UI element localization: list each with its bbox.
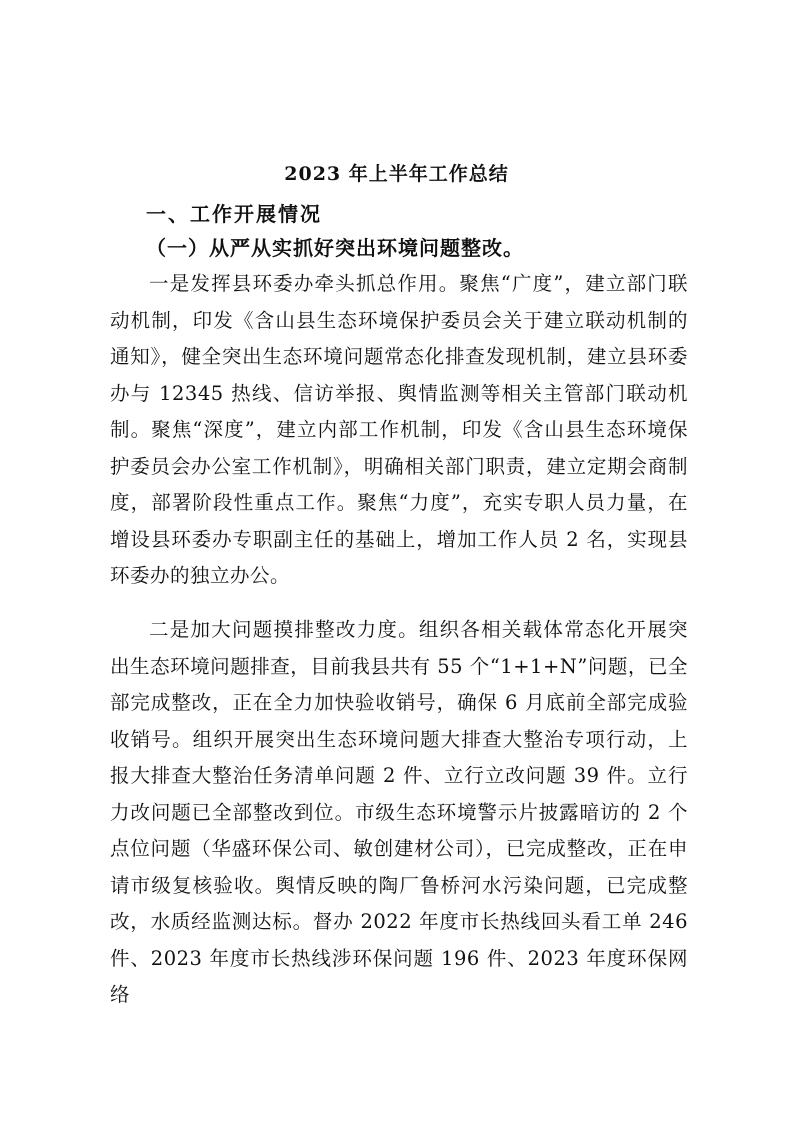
document-title: 2023 年上半年工作总结 <box>284 163 509 185</box>
section-heading: 一、工作开展情况 <box>146 202 322 226</box>
subsection-heading: （一）从严从实抓好突出环境问题整改。 <box>146 236 524 260</box>
body-paragraph-1: 一是发挥县环委办牵头抓总作用。聚焦“广度”，建立部门联动机制，印发《含山县生态环境保护委员会关于建立联动机制的通知》，健全突出生态环境问题常态化排查发现机制，建立县环委办与 12345 热线、信访举报、舆情监测等相关主管部门联动机制。聚焦“深度”，建立内部工作机制，印发《含山县生态环境保护委员会办公室工作机制》，明确相关部门职责，建立定期会商制度，部署阶段性重点工作。聚焦“力度”，充实专职人员力量，在增设县环委办专职副主任的基础上，增加工作人员 2 名，实现县环委办的独立办公。 <box>110 272 688 587</box>
body-paragraph-2: 二是加大问题摸排整改力度。组织各相关载体常态化开展突出生态环境问题排查，目前我县共有 55 个“1+1+N”问题，已全部完成整改，正在全力加快验收销号，确保 6 月底前全部完成验收销号。组织开展突出生态环境问题大排查大整治专项行动，上报大排查大整治任务清单问题 2 件、立行立改问题 39 件。立行力改问题已全部整改到位。市级生态环境警示片披露暗访的 2 个点位问题（华盛环保公司、敏创建材公司），已完成整改，正在申请市级复核验收。舆情反映的陶厂鲁桥河水污染问题，已完成整改，水质经监测达标。督办 2022 年度市长热线回头看工单 246 件、2023 年度市长热线涉环保问题 196 件、2023 年度环保网络 <box>110 618 688 1006</box>
